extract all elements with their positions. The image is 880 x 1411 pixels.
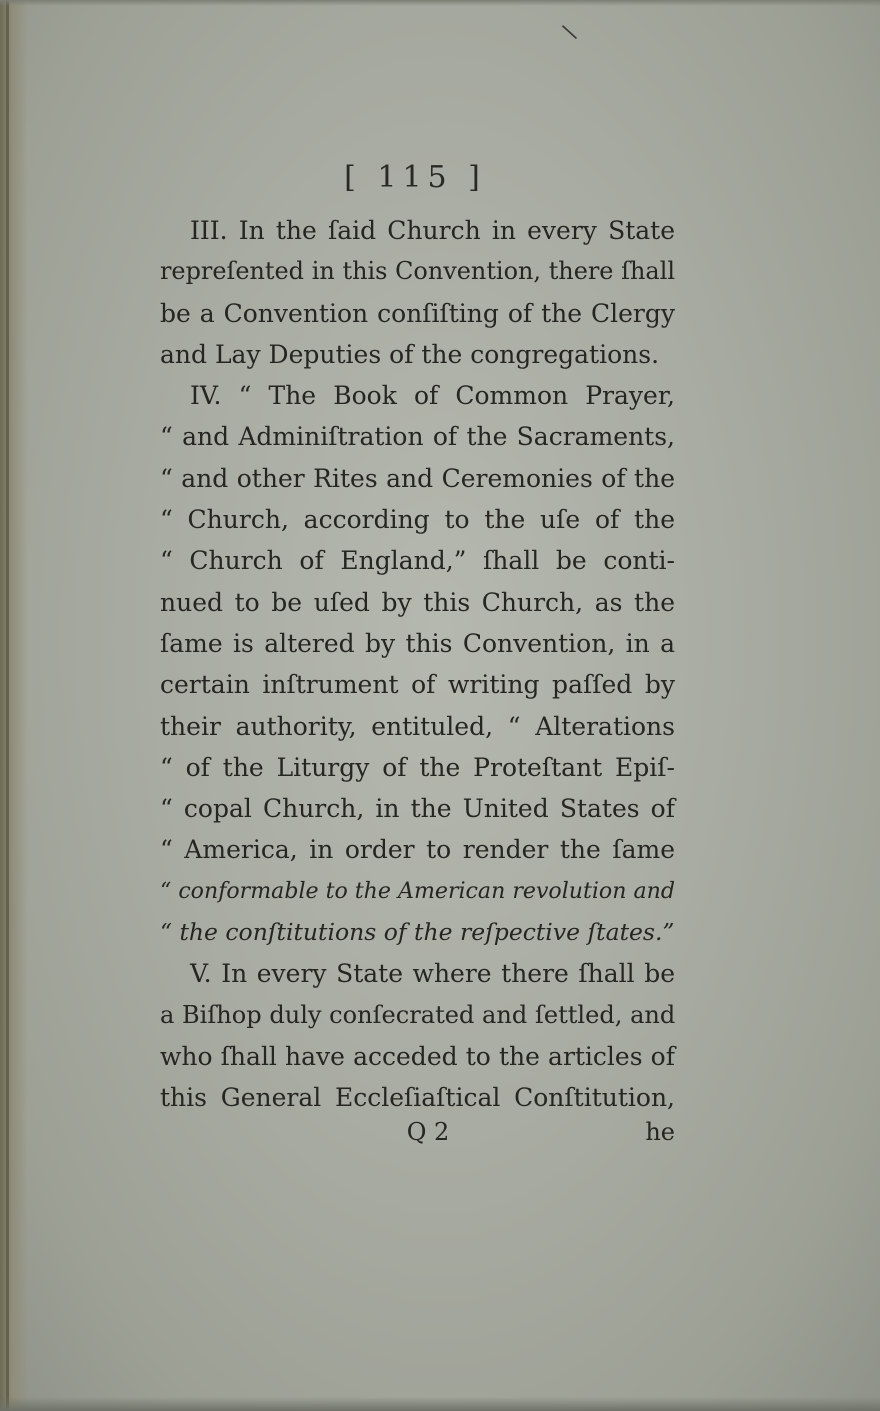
catchword: he [645,1118,675,1146]
text-line-content: “ of the Liturgy of the Proteſtant Epiſ- [160,752,675,782]
signature-mark: Q 2 [406,1118,450,1146]
text-line [160,499,675,540]
text-line-content: be a Convention conſiſting of the Clergy [160,298,675,328]
text-line-content: a Biſhop duly conſecrated and ſettled, and [160,1000,676,1029]
text-line [160,953,675,994]
text-line [160,458,675,499]
text-line-content: “ and Adminiſtration of the Sacraments, [160,422,675,452]
text-line-content: “ conformable to the American revolution and [160,878,675,904]
text-line-content: certain inſtrument of writing paſſed by [160,670,675,700]
text-line [160,747,675,788]
text-line-content: “ the conſtitutions of the reſpective ſtates.” [160,918,675,947]
text-line [160,582,675,623]
text-line [160,829,675,870]
text-line [160,334,675,375]
body-text [160,210,675,1119]
text-line [160,1036,675,1077]
text-line-content: IV. “ The Book of Common Prayer, [190,381,675,411]
text-line [160,912,675,953]
text-line-content: this General Eccleſiaſtical Conſtitution, [160,1083,675,1113]
stray-pen-mark: \ [560,19,580,46]
text-line [160,623,675,664]
text-line-content: “ copal Church, in the United States of [160,794,675,824]
text-line-content: and Lay Deputies of the congregations. [160,339,660,369]
text-line [160,375,675,416]
text-line-content: nued to be uſed by this Church, as the [160,587,675,617]
catchline [160,1118,675,1154]
text-line [160,995,675,1036]
text-line [160,540,675,581]
text-line [160,706,675,747]
text-line-content: “ Church, according to the uſe of the [160,505,675,535]
text-line-content: III. In the ſaid Church in every State [190,216,675,245]
binding-edge [0,0,28,1411]
text-line-content: V. In every State where there ſhall be [190,959,675,989]
text-line [160,293,675,334]
bottom-edge-shadow [0,1397,880,1411]
text-line [160,664,675,705]
binding-rule [6,0,9,1411]
text-line [160,416,675,457]
text-line-content: “ and other Rites and Ceremonies of the [160,463,675,493]
text-line-content: who ſhall have acceded to the articles of [160,1041,675,1071]
top-edge-shadow [0,0,880,6]
text-line-content: “ Church of England,” ſhall be conti- [160,546,675,576]
text-line-content: ſame is altered by this Convention, in a [160,628,675,658]
text-line [160,788,675,829]
text-line [160,251,675,292]
text-line [160,1077,675,1118]
text-line-content: their authority, entituled, “ Alterations [160,711,675,741]
text-line [160,871,675,912]
text-line [160,210,675,251]
text-line-content: repreſented in this Convention, there ſhall [160,257,675,286]
page-number: [ 115 ] [344,160,486,195]
text-line-content: “ America, in order to render the ſame [160,835,675,865]
